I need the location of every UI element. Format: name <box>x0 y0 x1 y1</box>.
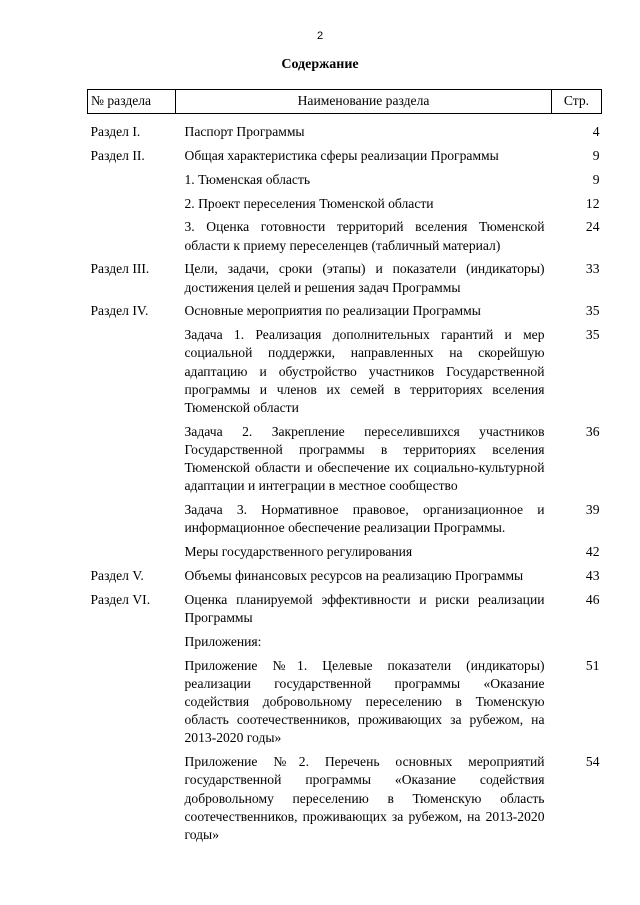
toc-page-number: 9 <box>592 148 600 163</box>
toc-section-name: Приложения: <box>184 633 262 649</box>
toc-section-number <box>88 657 176 754</box>
toc-page-number: 46 <box>585 591 600 607</box>
toc-page-number: 36 <box>585 423 600 439</box>
toc-section-name: Цели, задачи, сроки (этапы) и показатели (индикаторы) достижения целей и решения задач Программы <box>184 261 545 295</box>
toc-section-name: Задача 3. Нормативное правовое, организационное и информационное обеспечение реализации Программы. <box>184 502 545 536</box>
toc-row <box>88 543 602 567</box>
toc-row <box>88 123 602 147</box>
toc-page-number: 24 <box>585 219 600 235</box>
toc-page-number: 9 <box>592 171 600 187</box>
toc-section-name: Основные мероприятия по реализации Программы <box>184 303 481 319</box>
toc-row <box>88 633 602 657</box>
toc-header-row <box>88 90 602 114</box>
toc-section-number <box>88 423 176 501</box>
toc-section-name: Оценка планируемой эффективности и риски реализации Программы <box>184 591 545 625</box>
toc-row <box>88 147 602 171</box>
toc-section-number: Раздел II. <box>90 148 145 163</box>
header-section-number: № раздела <box>88 90 176 114</box>
document-title: Содержание <box>281 57 359 72</box>
toc-section-number <box>88 633 176 657</box>
toc-spacer <box>88 114 602 124</box>
toc-row <box>88 302 602 326</box>
toc-section-name: Задача 2. Закрепление переселившихся участников Государственной программы в территориях вселения Тюменской области и обеспечение их социально-культурной адаптации и интеграции в местное сообщество <box>184 423 545 494</box>
toc-page-number: 39 <box>585 502 600 518</box>
toc-page-number: 54 <box>585 754 600 770</box>
toc-section-number <box>88 218 176 260</box>
toc-section-name: Меры государственного регулирования <box>184 544 413 560</box>
toc-page-number: 42 <box>585 544 600 560</box>
toc-page-number: 35 <box>585 327 600 343</box>
toc-row <box>88 171 602 195</box>
toc-page-number: 4 <box>592 124 600 140</box>
toc-section-number <box>88 171 176 195</box>
toc-page-number: 43 <box>585 568 600 583</box>
toc-section-name: Приложение №2. Перечень основных мероприятий государственной программы «Оказание содействия добровольному переселению в Тюменскую область соотечественников, проживающих за рубежом, на 2013-2020 годы» <box>184 754 545 843</box>
toc-section-name: Приложение №1. Целевые показатели (индикаторы) реализации государственной программы «Оказание содействия добровольному переселению в Тюменскую область соотечественников, проживающих за рубежом, на 2013-2020 годы» <box>184 657 545 746</box>
toc-section-name: Паспорт Программы <box>184 124 305 140</box>
toc-page-number: 51 <box>585 657 600 673</box>
toc-page-number: 12 <box>585 195 600 211</box>
toc-row <box>88 260 602 302</box>
toc-row <box>88 591 602 633</box>
page-number: 2 <box>316 30 324 42</box>
header-page: Стр. <box>552 90 602 114</box>
toc-row <box>88 657 602 754</box>
toc-page-number: 35 <box>585 303 600 319</box>
toc-section-number: Раздел I. <box>90 124 141 140</box>
toc-section-number: Раздел VI. <box>90 591 151 607</box>
toc-section-number <box>88 753 176 850</box>
toc-section-name: Задача 1. Реализация дополнительных гарантий и мер социальной поддержки, направленных на скорейшую адаптацию и обустройство участников Государственной программы и членов их семей в территориях вселения Тюменской области <box>184 327 545 415</box>
toc-row <box>88 195 602 219</box>
toc-section-number <box>88 195 176 219</box>
toc-section-name: 1. Тюменская область <box>184 171 311 187</box>
table-of-contents <box>87 89 602 850</box>
toc-row <box>88 326 602 423</box>
toc-section-number <box>88 326 176 423</box>
toc-row <box>88 423 602 501</box>
toc-section-name: Объемы финансовых ресурсов на реализацию Программы <box>184 568 524 583</box>
toc-section-number: Раздел V. <box>90 568 144 583</box>
toc-section-name: 2. Проект переселения Тюменской области <box>184 195 434 211</box>
toc-section-name: Общая характеристика сферы реализации Программы <box>184 148 499 163</box>
header-section-name: Наименование раздела <box>176 90 552 114</box>
toc-section-number: Раздел III. <box>90 261 150 277</box>
toc-row <box>88 567 602 591</box>
toc-page-number <box>552 633 602 657</box>
toc-row <box>88 501 602 543</box>
toc-section-name: 3. Оценка готовности территорий вселения Тюменской области к приему переселенцев (табличный материал) <box>184 219 545 253</box>
toc-row <box>88 218 602 260</box>
toc-section-number <box>88 543 176 567</box>
toc-page-number: 33 <box>585 261 600 277</box>
toc-row <box>88 753 602 850</box>
toc-section-number: Раздел IV. <box>90 303 149 319</box>
toc-section-number <box>88 501 176 543</box>
